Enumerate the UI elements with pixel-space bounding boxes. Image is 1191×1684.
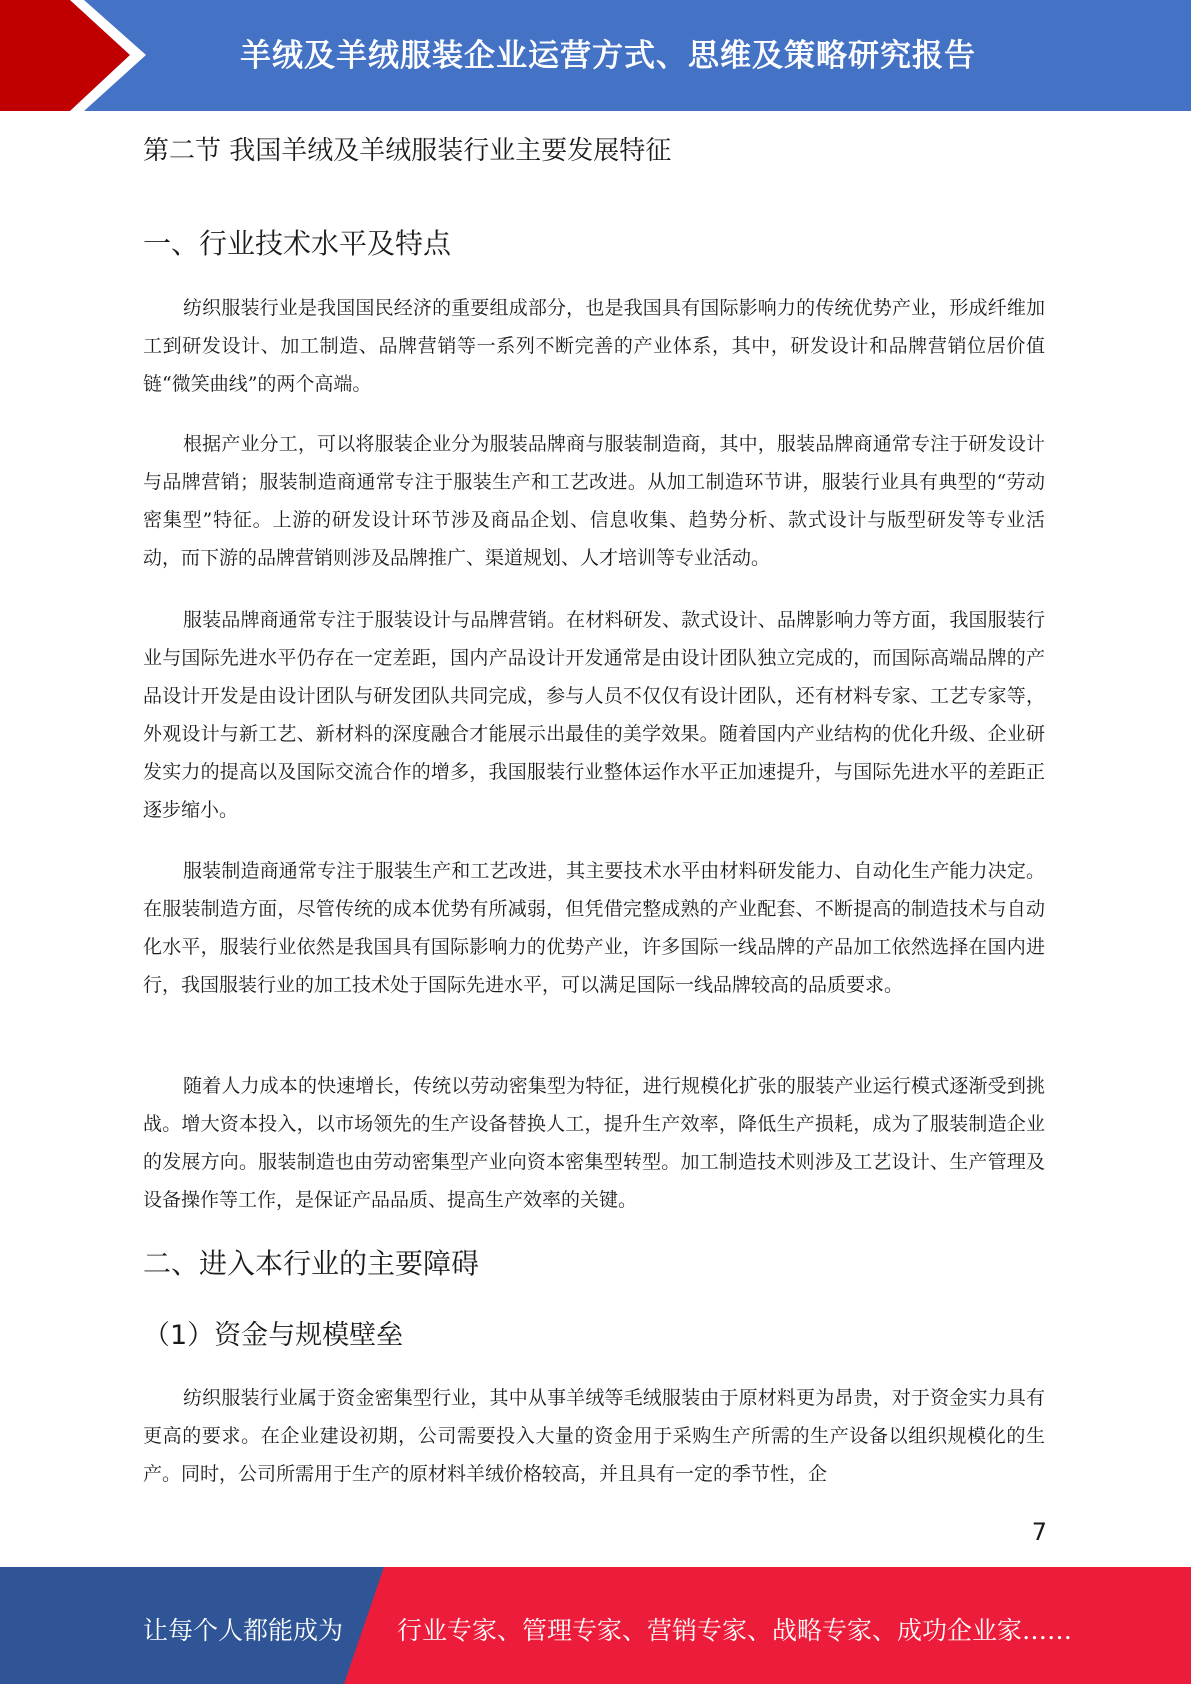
paragraph: 随着人力成本的快速增长，传统以劳动密集型为特征，进行规模化扩张的服装产业运行模式逐渐受到挑战。增大资本投入，以市场领先的生产设备替换人工，提升生产效率，降低生产损耗，成为了服装制造企业的发展方向。服装制造也由劳动密集型产业向资本密集型转型。加工制造技术则涉及工艺设计、生产管理及设备操作等工作，是保证产品品质、提高生产效率的关键。 (143, 1075, 1045, 1211)
header-red-arrow (0, 0, 130, 111)
report-title: 羊绒及羊绒服装企业运营方式、思维及策略研究报告 (240, 38, 976, 74)
footer-roles: 行业专家、管理专家、营销专家、战略专家、成功企业家…… (397, 1616, 1073, 1645)
page-footer (0, 1567, 1191, 1684)
page-header (0, 0, 1191, 111)
footer-slogan: 让每个人都能成为 (143, 1616, 344, 1645)
subheading-capital-scale-barrier: （1）资金与规模壁垒 (143, 1320, 404, 1351)
paragraph: 纺织服装行业属于资金密集型行业，其中从事羊绒等毛绒服装由于原材料更为昂贵，对于资金实力具有更高的要求。在企业建设初期，公司需要投入大量的资金用于采购生产所需的生产设备以组织规模化的生产。同时，公司所需用于生产的原材料羊绒价格较高，并且具有一定的季节性，企 (143, 1387, 1045, 1485)
header-arrow-decoration (0, 0, 160, 111)
section-title: 第二节 我国羊绒及羊绒服装行业主要发展特征 (143, 136, 672, 166)
paragraph: 根据产业分工，可以将服装企业分为服装品牌商与服装制造商，其中，服装品牌商通常专注于研发设计与品牌营销；服装制造商通常专注于服装生产和工艺改进。从加工制造环节讲，服装行业具有典型的“劳动密集型”特征。上游的研发设计环节涉及商品企划、信息收集、趋势分析、款式设计与版型研发等专业活动，而下游的品牌营销则涉及品牌推广、渠道规划、人才培训等专业活动。 (143, 433, 1045, 569)
paragraph: 纺织服装行业是我国国民经济的重要组成部分，也是我国具有国际影响力的传统优势产业，形成纤维加工到研发设计、加工制造、品牌营销等一系列不断完善的产业体系，其中，研发设计和品牌营销位居价值链“微笑曲线”的两个高端。 (143, 297, 1045, 395)
heading-entry-barriers: 二、进入本行业的主要障碍 (143, 1247, 480, 1280)
paragraph: 服装品牌商通常专注于服装设计与品牌营销。在材料研发、款式设计、品牌影响力等方面，我国服装行业与国际先进水平仍存在一定差距，国内产品设计开发通常是由设计团队独立完成的，而国际高端品牌的产品设计开发是由设计团队与研发团队共同完成，参与人员不仅仅有设计团队，还有材料专家、工艺专家等，外观设计与新工艺、新材料的深度融合才能展示出最佳的美学效果。随着国内产业结构的优化升级、企业研发实力的提高以及国际交流合作的增多，我国服装行业整体运作水平正加速提升，与国际先进水平的差距正逐步缩小。 (143, 609, 1045, 821)
heading-technology-level: 一、行业技术水平及特点 (143, 227, 452, 260)
paragraph: 服装制造商通常专注于服装生产和工艺改进，其主要技术水平由材料研发能力、自动化生产能力决定。在服装制造方面，尽管传统的成本优势有所减弱，但凭借完整成熟的产业配套、不断提高的制造技术与自动化水平，服装行业依然是我国具有国际影响力的优势产业，许多国际一线品牌的产品加工依然选择在国内进行，我国服装行业的加工技术处于国际先进水平，可以满足国际一线品牌较高的品质要求。 (143, 860, 1045, 996)
page-number: 7 (1031, 1518, 1047, 1546)
